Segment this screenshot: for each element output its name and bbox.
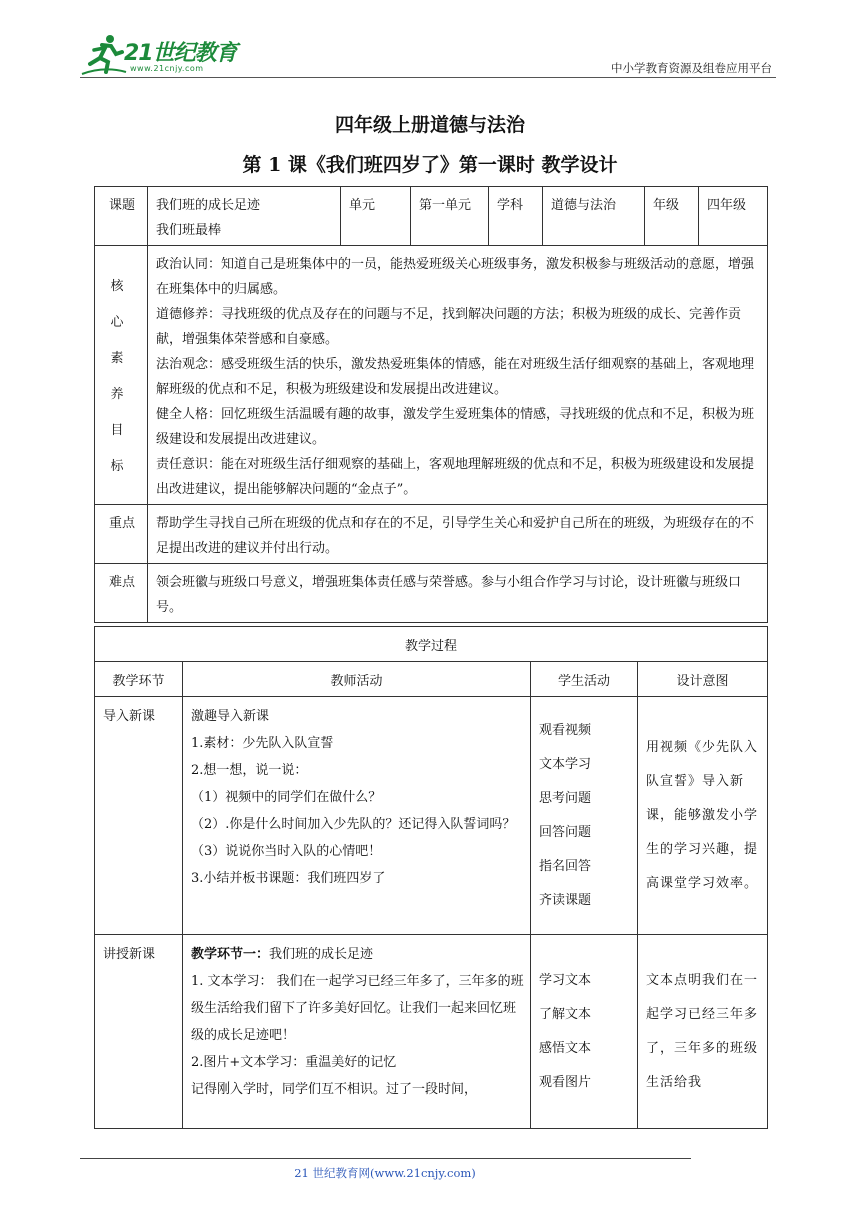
teaching-process-table — [94, 626, 768, 1129]
key-point-text: 帮助学生寻找自己所在班级的优点和存在的不足，引导学生关心和爱护自己所在的班级，为班级存在的不足提出改进的建议并付出行动。 — [148, 505, 768, 564]
subject-value: 道德与法治 — [543, 187, 645, 246]
column-header-intent: 设计意图 — [638, 662, 768, 697]
footer-link[interactable]: 21 世纪教育网(www.21cnjy.com) — [294, 1166, 476, 1180]
student-activity-cell: 观看视频 文本学习 思考问题 回答问题 指名回答 齐读课题 — [531, 697, 638, 935]
core-goals-row — [95, 246, 768, 505]
topic-value-line2: 我们班最棒 — [156, 223, 222, 238]
teacher-activity-cell: 激趣导入新课 1.素材：少先队入队宣誓 2.想一想，说一说： （1）视频中的同学们在做什么？ （2）.你是什么时间加入少先队的？还记得入队誓词吗？ （3）说说你当时入队的心情吧！ 3.小结并板书课题：我们班四岁了 — [183, 697, 531, 935]
design-intent-cell: 文本点明我们在一起学习已经三年多了，三年多的班级生活给我 — [638, 935, 768, 1129]
topic-value — [148, 187, 341, 246]
info-row — [95, 187, 768, 246]
table-row — [95, 697, 768, 935]
site-logo[interactable] — [80, 32, 280, 76]
difficulty-text: 领会班徽与班级口号意义，增强班集体责任感与荣誉感。参与小组合作学习与讨论，设计班徽与班级口号。 — [148, 564, 768, 623]
grade-value: 四年级 — [699, 187, 768, 246]
goal-political: 政治认同：知道自己是班集体中的一员，能热爱班级关心班级事务，激发积极参与班级活动的意愿，增强在班集体中的归属感。 — [156, 257, 755, 297]
page-header — [80, 26, 776, 78]
document-title: 四年级上册道德与法治 — [334, 114, 525, 136]
column-header-teacher: 教师活动 — [183, 662, 531, 697]
difficulty-label: 难点 — [95, 564, 148, 623]
platform-name: 中小学教育资源及组卷应用平台 — [611, 61, 772, 75]
process-title: 教学过程 — [95, 627, 768, 662]
goal-law: 法治观念：感受班级生活的快乐，激发热爱班集体的情感，能在对班级生活仔细观察的基础上，客观地理解班级的优点和不足，积极为班级建设和发展提出改进建议。 — [156, 357, 755, 397]
header-divider — [80, 77, 776, 78]
column-header-student: 学生活动 — [531, 662, 638, 697]
teacher-activity-cell: 教学环节一：我们班的成长足迹 1. 文本学习： 我们在一起学习已经三年多了，三年多的班级生活给我们留下了许多美好回忆。让我们一起来回忆班级的成长足迹吧！ 2.图片+文本学习：重温美好的记忆 记得刚入学时，同学们互不相识。过了一段时间， — [183, 935, 531, 1129]
document-subtitle: 第 1 课《我们班四岁了》第一课时 教学设计 — [242, 154, 618, 176]
design-intent-cell: 用视频《少先队入队宣誓》导入新课，能够激发小学生的学习兴趣，提高课堂学习效率。 — [638, 697, 768, 935]
section-heading: 教学环节一： — [191, 947, 270, 962]
goal-responsibility: 责任意识：能在对班级生活仔细观察的基础上，客观地理解班级的优点和不足，积极为班级建设和发展提出改进建议，提出能够解决问题的“金点子”。 — [156, 457, 755, 497]
goal-personality: 健全人格：回忆班级生活温暖有趣的故事，激发学生爱班集体的情感，寻找班级的优点和不足，积极为班级建设和发展提出改进建议。 — [156, 407, 755, 447]
process-title-row — [95, 627, 768, 662]
core-goals-label: 核心 素养 目标 — [95, 246, 148, 505]
topic-label: 课题 — [95, 187, 148, 246]
logo-url: www.21cnjy.com — [130, 64, 204, 73]
footer-divider — [80, 1158, 691, 1159]
key-point-row — [95, 505, 768, 564]
unit-value: 第一单元 — [411, 187, 489, 246]
subject-label: 学科 — [489, 187, 543, 246]
core-goals-content — [148, 246, 768, 505]
process-header-row — [95, 662, 768, 697]
column-header-stage: 教学环节 — [95, 662, 183, 697]
table-row — [95, 935, 768, 1129]
lesson-info-table — [94, 186, 768, 623]
key-point-label: 重点 — [95, 505, 148, 564]
unit-label: 单元 — [341, 187, 411, 246]
goal-moral: 道德修养：寻找班级的优点及存在的问题与不足，找到解决问题的方法；积极为班级的成长、完善作贡献，增强集体荣誉感和自豪感。 — [156, 307, 742, 347]
runner-logo-icon — [80, 32, 128, 76]
grade-label: 年级 — [645, 187, 699, 246]
topic-value-line1: 我们班的成长足迹 — [156, 198, 261, 213]
difficulty-row — [95, 564, 768, 623]
stage-cell: 讲授新课 — [95, 935, 183, 1129]
student-activity-cell: 学习文本 了解文本 感悟文本 观看图片 — [531, 935, 638, 1129]
stage-cell: 导入新课 — [95, 697, 183, 935]
logo-text: 21世纪教育 — [124, 41, 237, 66]
